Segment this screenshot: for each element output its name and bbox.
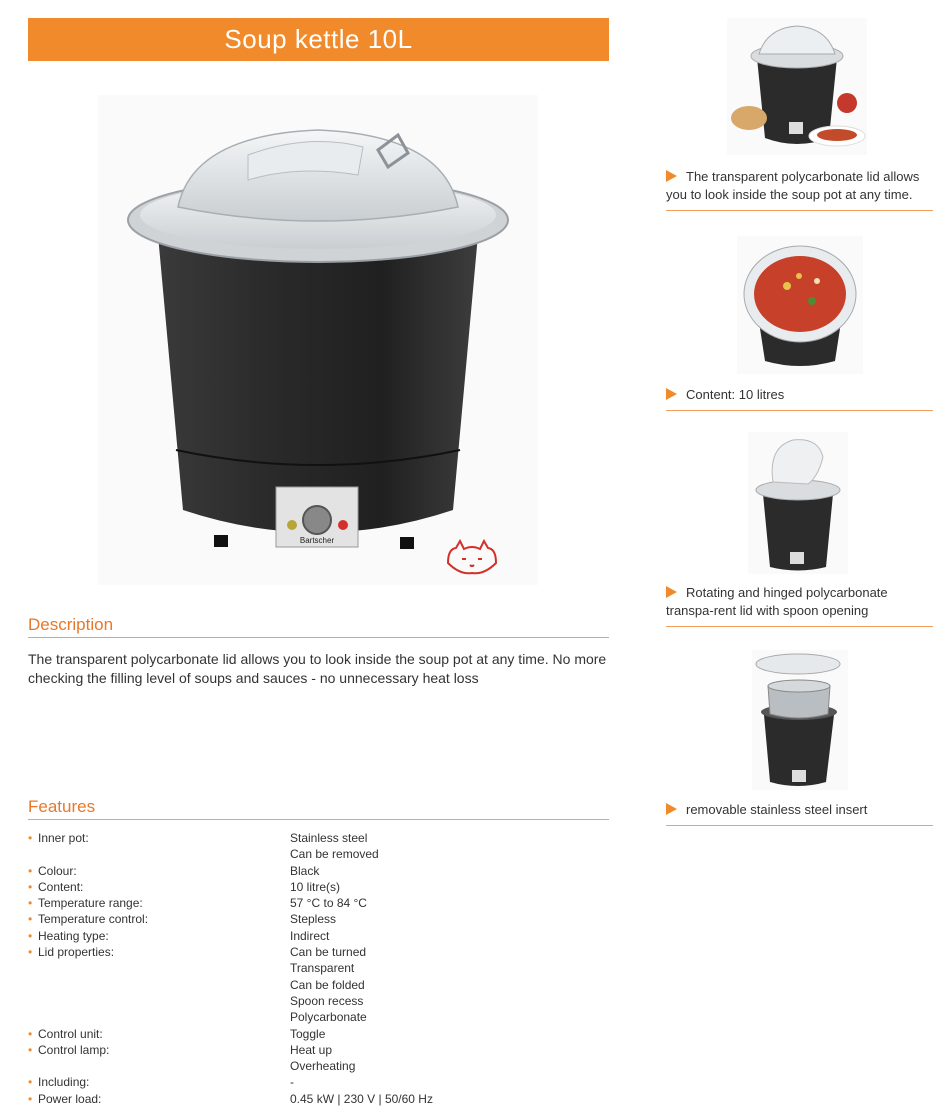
feature-value: Can be folded <box>290 977 365 992</box>
feature-value: Toggle <box>290 1026 326 1041</box>
feature-label: • Temperature range: <box>28 895 290 911</box>
side-caption-1-text: The transparent polycarbonate lid allows you to look inside the soup pot at any time. <box>666 169 920 202</box>
feature-label: • Control lamp: <box>28 1042 290 1075</box>
feature-value: Transparent <box>290 961 355 976</box>
feature-label: • Heating type: <box>28 928 290 944</box>
feature-row <box>28 1074 588 1090</box>
feature-value: Stepless <box>290 912 337 927</box>
side-caption-4 <box>666 801 933 826</box>
feature-row <box>28 911 588 927</box>
feature-value: Overheating <box>290 1059 356 1074</box>
brand-badge: Bartscher <box>299 536 335 545</box>
side-image-insert <box>752 650 848 790</box>
feature-value: 57 °C to 84 °C <box>290 896 367 911</box>
side-image-lid <box>727 18 867 155</box>
feature-row <box>28 1026 588 1042</box>
feature-row <box>28 830 588 863</box>
feature-values <box>290 830 588 863</box>
feature-row <box>28 863 588 879</box>
features-heading: Features <box>28 797 609 820</box>
feature-label: • Lid properties: <box>28 944 290 1025</box>
feature-value: Spoon recess <box>290 993 364 1008</box>
side-caption-3 <box>666 584 933 627</box>
feature-value: Stainless steel <box>290 831 368 845</box>
feature-values <box>290 1091 588 1107</box>
feature-values <box>290 1026 588 1042</box>
feature-value: Can be turned <box>290 945 367 960</box>
arrow-right-icon <box>666 170 677 182</box>
feature-row <box>28 944 588 1025</box>
feature-label: • Colour: <box>28 863 290 879</box>
feature-label: • Including: <box>28 1074 290 1090</box>
feature-value: Polycarbonate <box>290 1010 367 1025</box>
feature-values <box>290 928 588 944</box>
feature-value: 10 litre(s) <box>290 879 341 894</box>
feature-label: • Temperature control: <box>28 911 290 927</box>
feature-row <box>28 1042 588 1075</box>
feature-values <box>290 911 588 927</box>
side-caption-1 <box>666 168 933 211</box>
feature-row <box>28 895 588 911</box>
feature-row <box>28 928 588 944</box>
description-text: The transparent polycarbonate lid allows you to look inside the soup pot at any time. No more checking the filling level of soups and sauces - no unnecessary heat loss <box>28 651 607 686</box>
feature-row <box>28 879 588 895</box>
feature-values <box>290 1074 588 1090</box>
side-caption-2 <box>666 386 933 411</box>
feature-label: • Content: <box>28 879 290 895</box>
feature-row <box>28 1091 588 1107</box>
side-caption-3-text: Rotating and hinged polycarbonate transpa-rent lid with spoon opening <box>666 585 888 618</box>
hero-product-image <box>98 95 538 585</box>
feature-value: - <box>290 1075 294 1090</box>
feature-values <box>290 879 588 895</box>
feature-value: Can be removed <box>290 847 379 862</box>
arrow-right-icon <box>666 803 677 815</box>
side-caption-4-text: removable stainless steel insert <box>686 802 868 817</box>
feature-values <box>290 944 588 1025</box>
feature-label: • Power load: <box>28 1091 290 1107</box>
feature-value: Heat up <box>290 1042 333 1057</box>
feature-values <box>290 1042 588 1075</box>
feature-value: Indirect <box>290 928 330 943</box>
feature-values <box>290 895 588 911</box>
side-image-hinged-lid <box>748 432 848 574</box>
description-heading: Description <box>28 615 609 638</box>
feature-value: Black <box>290 863 320 878</box>
side-caption-2-text: Content: 10 litres <box>686 387 785 402</box>
feature-label: • Control unit: <box>28 1026 290 1042</box>
arrow-right-icon <box>666 388 677 400</box>
feature-values <box>290 863 588 879</box>
arrow-right-icon <box>666 586 677 598</box>
features-table <box>28 830 588 1107</box>
page-title: Soup kettle 10L <box>28 18 609 61</box>
feature-label: • Inner pot: <box>28 830 290 863</box>
feature-value: 0.45 kW | 230 V | 50/60 Hz <box>290 1091 433 1106</box>
side-image-content <box>737 236 863 374</box>
